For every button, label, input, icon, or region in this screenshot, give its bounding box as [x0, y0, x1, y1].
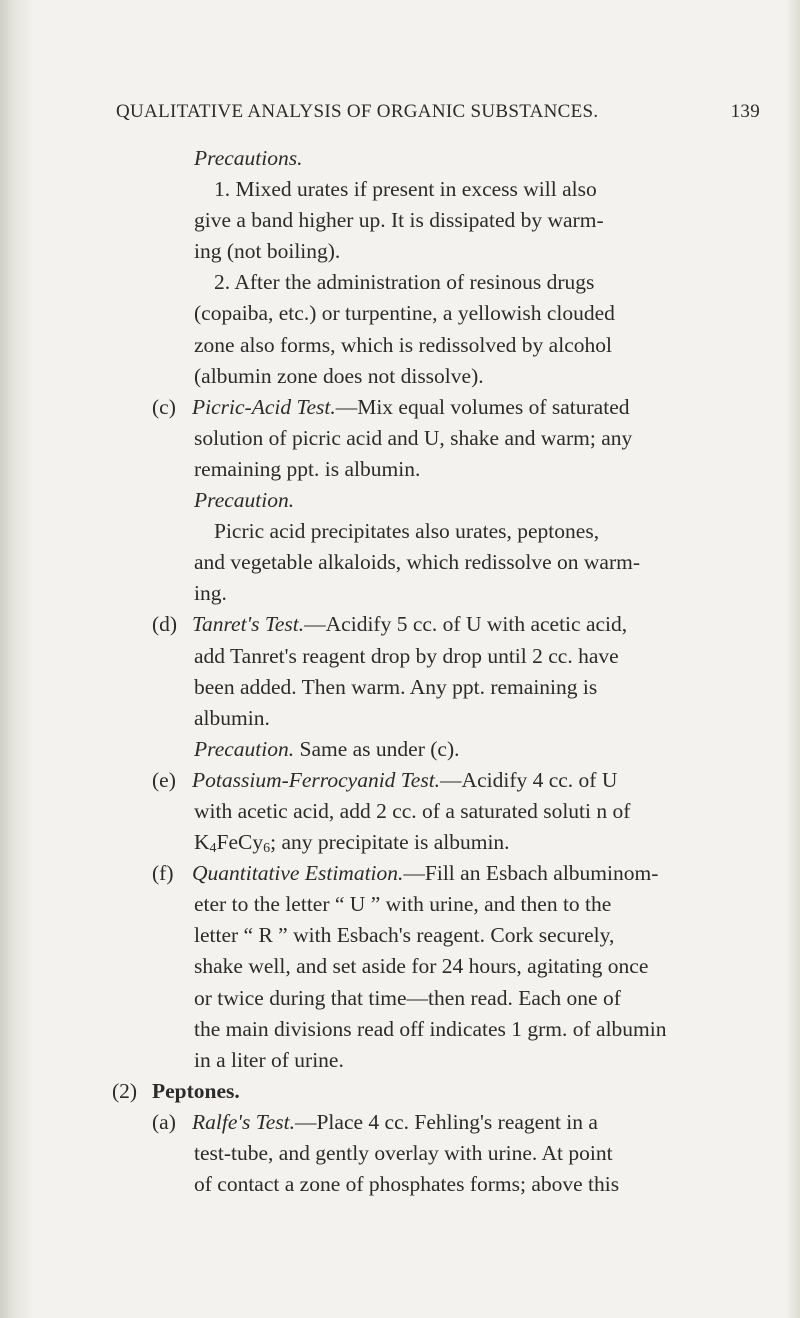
text-line: [112, 827, 752, 858]
text-run: ; any precipitate is albumin.: [270, 830, 510, 855]
subheading: Precaution.: [194, 488, 295, 513]
item-label-text: (e): [152, 767, 176, 792]
test-name: Ralfe's Test.: [192, 1109, 295, 1134]
text-line: [112, 1076, 752, 1107]
formula-sub: 6: [263, 841, 271, 857]
subheading: Precaution.: [194, 736, 295, 761]
text-line: [112, 609, 752, 640]
text-line: ing.: [194, 581, 227, 606]
text-run: —Fill an Esbach albuminom-: [403, 861, 659, 886]
running-head: [116, 101, 760, 123]
item-label-text: (f): [152, 861, 174, 886]
text-run: —Acidify 4 cc. of U: [440, 767, 618, 792]
test-name: Tanret's Test.: [192, 612, 305, 637]
text-line: ing (not boiling).: [194, 239, 341, 264]
text-line: [112, 858, 752, 889]
item-label-text: (d): [152, 612, 178, 637]
item-label: [152, 609, 192, 640]
text-line: Picric acid precipitates also urates, peptones,: [214, 519, 600, 544]
text-line: give a band higher up. It is dissipated by warm-: [194, 208, 604, 233]
text-run: —Place 4 cc. Fehling's reagent in a: [294, 1109, 598, 1134]
text-line: [112, 1107, 752, 1138]
text-line: shake well, and set aside for 24 hours, agitating once: [194, 954, 649, 979]
text-line: albumin.: [194, 705, 270, 730]
text-line: [112, 485, 752, 516]
text-line: remaining ppt. is albumin.: [194, 456, 421, 481]
running-head-title: QUALITATIVE ANALYSIS OF ORGANIC SUBSTANCES.: [116, 101, 599, 122]
item-label: [152, 765, 192, 796]
page-body: [112, 143, 752, 1200]
item-label-text: (a): [152, 1109, 176, 1134]
item-label-text: (c): [152, 394, 176, 419]
page-edge-shadow: [0, 0, 34, 1318]
item-label: [152, 1107, 192, 1138]
section-label: [112, 1076, 152, 1107]
page-edge-shadow-right: [786, 0, 800, 1318]
text-line: test-tube, and gently overlay with urine. At point: [194, 1141, 613, 1165]
subheading: Precautions.: [194, 146, 303, 170]
text-line: zone also forms, which is redissolved by alcohol: [194, 332, 612, 357]
text-run: Same as under (c).: [294, 736, 460, 761]
test-name: Potassium-Ferrocyanid Test.: [192, 767, 441, 792]
text-line: (copaiba, etc.) or turpentine, a yellowish clouded: [194, 301, 615, 326]
formula-fecy: FeCy: [216, 830, 264, 855]
text-line: add Tanret's reagent drop by drop until 2 cc. have: [194, 643, 619, 668]
text-line: 1. Mixed urates if present in excess will also: [214, 177, 597, 202]
text-line: 2. After the administration of resinous drugs: [214, 270, 595, 295]
test-name: Quantitative Estimation.: [192, 861, 404, 886]
text-line: letter “ R ” with Esbach's reagent. Cork securely,: [194, 923, 615, 948]
text-line: [112, 765, 752, 796]
page-number: 139: [730, 101, 760, 122]
section-label-text: (2): [112, 1078, 138, 1103]
text-line: the main divisions read off indicates 1 grm. of albumin: [194, 1016, 667, 1041]
text-line: of contact a zone of phosphates forms; above this: [194, 1172, 620, 1197]
text-line: (albumin zone does not dissolve).: [194, 363, 484, 388]
text-line: [112, 734, 752, 765]
text-run: —Mix equal volumes of saturated: [335, 394, 630, 419]
formula-k: K: [194, 830, 210, 855]
test-name: Picric-Acid Test.: [192, 394, 336, 419]
text-line: in a liter of urine.: [194, 1047, 344, 1072]
text-line: or twice during that time—then read. Each one of: [194, 985, 621, 1010]
text-line: solution of picric acid and U, shake and warm; any: [194, 425, 633, 450]
formula-sub: 4: [209, 841, 217, 857]
text-line: been added. Then warm. Any ppt. remaining is: [194, 674, 598, 699]
text-line: and vegetable alkaloids, which redissolve on warm-: [194, 550, 640, 575]
text-line: eter to the letter “ U ” with urine, and then to the: [194, 892, 612, 917]
text-line: with acetic acid, add 2 cc. of a saturated soluti n of: [194, 798, 631, 823]
text-line: [112, 392, 752, 423]
text-run: —Acidify 5 cc. of U with acetic acid,: [304, 612, 628, 637]
text-line: [112, 143, 752, 174]
section-heading: Peptones.: [152, 1078, 240, 1103]
item-label: [152, 858, 192, 889]
item-label: [152, 392, 192, 423]
